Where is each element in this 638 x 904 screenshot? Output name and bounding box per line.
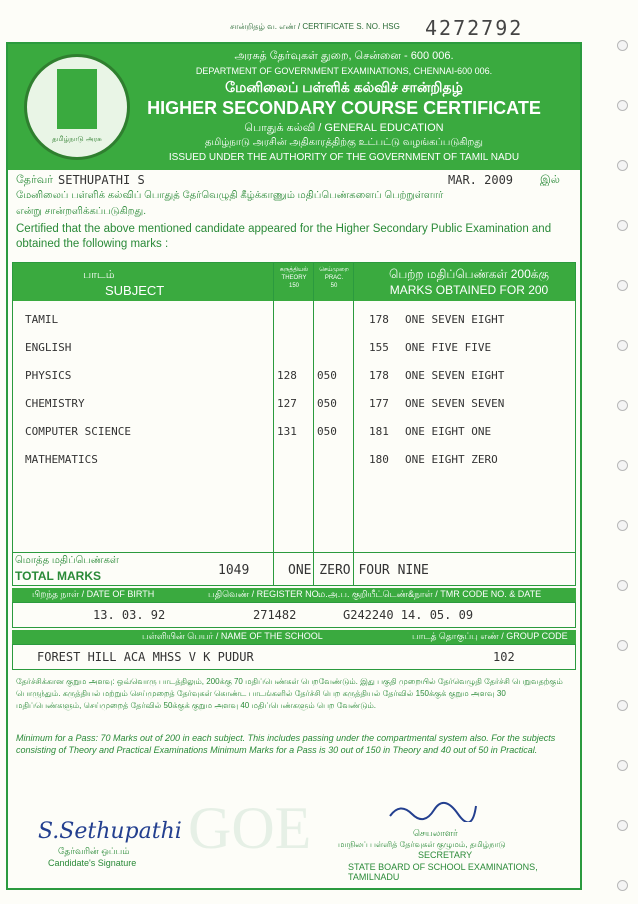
secretary-signature-mark [388,800,478,822]
subject-marks: 178 [369,369,389,382]
subject-name: TAMIL [25,313,59,326]
details-header [12,588,576,602]
general-education: பொதுக் கல்வி / GENERAL EDUCATION [244,122,444,134]
authority-tamil: தமிழ்நாடு அரசின் அதிகாரத்திற்கு உட்பட்டு வழங்கப்படுகிறது [205,137,483,148]
rules-tamil: தேர்ச்சிக்கான குறும அளவு: ஒவ்வொரு பாடத்திலும், 200க்கு 70 மதிப்பெண்கள் பெறவேண்டும். இது பகுதி முறையில் தேர்வெழுதி தேர்ச்சி பெறுவதற்கும் பொருந்தும். கருத்தியல் மற்றும் செய்முறைத் தேர்வுகள் கொண்ட பாடங்களில் தேர்ச்சி பெற கருத்தியல் தேர்வில் 150க்குக் குறும அளவு 30 மதிப்பெண்களும், செய்முறைத் தேர்வில் 50க்குக் குறும அளவு 40 மதிப்பெண்களும் பெற வேண்டும். [16,677,563,710]
secretary-board-tamil: மாநிலப் பள்ளித் தேர்வுகள் குழுமம், தமிழ்நாடு [338,840,506,849]
tamil-certify-line2: என்று சான்றளிக்கப்படுகிறது. [16,206,147,217]
watermark: GOE [188,795,312,861]
marks-header: MARKS OBTAINED FOR 200 [389,283,549,297]
school-values [12,644,576,670]
title-tamil: மேனிலைப் பள்ளிக் கல்விச் சான்றிதழ் [225,79,463,95]
prac-mark: 050 [317,369,337,382]
subject-marks-words: ONE SEVEN EIGHT [405,313,505,326]
subject-marks-words: ONE EIGHT ONE [405,425,492,438]
authority-english: ISSUED UNDER THE AUTHORITY OF THE GOVERNMENT OF TAMIL NADU [168,152,520,163]
theory-mark: 128 [277,369,297,382]
prac-mark: 050 [317,425,337,438]
marks-table [12,262,576,586]
secretary-tamil: செயலாளர் [413,828,458,838]
total-row [12,552,576,586]
theory-mark: 131 [277,425,297,438]
marks-header-tamil: பெற்ற மதிப்பெண்கள் 200க்கு [388,267,550,281]
candidate-name: SETHUPATHI S [58,173,145,187]
tamil-certify-line: மேனிலைப் பள்ளிக் கல்விப் பொதுத் தேர்வெழுதி கீழ்க்காணும் மதிப்பெண்களைப் பெற்றுள்ளார் [16,190,444,201]
prac-header: செய்முறை PRAC. 50 [319,267,349,289]
certificate-header [8,44,580,170]
subject-marks: 155 [369,341,389,354]
candidate-signature: S.Sethupathi [38,819,182,844]
subject-marks-words: ONE EIGHT ZERO [405,453,498,466]
sub-tamil: பொதுக் கல்வி [244,122,316,134]
total-value: 1049 [218,563,250,578]
dept-english: DEPARTMENT OF GOVERNMENT EXAMINATIONS, CHENNAI-600 006. [195,66,493,76]
certificate-number-label: சான்றிதழ் வ. எண் / CERTIFICATE S. NO. HSG [230,22,400,31]
title-english: HIGHER SECONDARY COURSE CERTIFICATE [147,98,541,118]
candidate-label: தேர்வர் [16,174,53,186]
subject-marks-words: ONE SEVEN EIGHT [405,369,505,382]
register-number: 271482 [253,608,297,622]
tmr-label: ம.அ.ப. குறியீட்டெண்&நாள் / TMR CODE NO. & DATE [318,589,542,599]
candidate-sig-label: Candidate's Signature [48,858,137,868]
secretary-label: SECRETARY [418,850,473,860]
subject-name: ENGLISH [25,341,72,354]
reg-label: பதிவெண் / REGISTER NO. [208,589,322,599]
certified-text: Certified that the above mentioned candidate appeared for the Higher Secondary Public Examination and obtained the following marks : [16,223,552,250]
group-code: 102 [493,650,515,664]
tmr-value: G242240 14. 05. 09 [343,608,474,622]
school-label: பள்ளியின் பெயர் / NAME OF THE SCHOOL [142,631,323,641]
exam-month: MAR. 2009 [448,173,514,187]
theory-mark: 127 [277,397,297,410]
prac-mark: 050 [317,397,337,410]
board-label: STATE BOARD OF SCHOOL EXAMINATIONS, TAMILNADU [348,862,538,882]
subject-marks: 178 [369,313,389,326]
dept-tamil: அரசுத் தேர்வுகள் துறை, சென்னை - 600 006. [234,50,454,62]
subject-marks: 181 [369,425,389,438]
school-name: FOREST HILL ACA MHSS V K PUDUR [37,650,254,664]
dob-label: பிறந்த நாள் / DATE OF BIRTH [32,589,155,599]
theory-header: கருத்தியல் THEORY 150 [279,267,309,289]
subject-marks-words: ONE SEVEN SEVEN [405,397,505,410]
group-label: பாடத் தொகுப்பு எண் / GROUP CODE [412,631,568,641]
subject-name: PHYSICS [25,369,72,382]
subject-name: COMPUTER SCIENCE [25,425,131,438]
subject-header: SUBJECT [105,283,165,298]
sub-english: GENERAL EDUCATION [324,122,444,134]
total-label-tamil: மொத்த மதிப்பெண்கள் [15,555,119,566]
subject-marks-words: ONE FIVE FIVE [405,341,492,354]
emblem-text: தமிழ்நாடு அரசு [52,135,102,143]
certificate-frame [6,42,582,890]
subject-header-tamil: பாடம் [83,269,115,281]
certificate-serial-number: 4272792 [425,16,524,40]
school-header [12,630,576,644]
details-values [12,602,576,628]
subject-name: CHEMISTRY [25,397,85,410]
subject-marks: 180 [369,453,389,466]
subject-marks: 177 [369,397,389,410]
dob-value: 13. 03. 92 [93,608,166,622]
subject-name: MATHEMATICS [25,453,98,466]
in-label: இல் [540,174,560,186]
total-label: TOTAL MARKS [15,569,101,583]
rules-english: Minimum for a Pass: 70 Marks out of 200 in each subject. This includes passing under the compartmental system also. For the subjects consisting of Theory and Practical Examinations Minimum Marks for a Pass is 30 out of 150 in Theory and 40 out of 50 in Practical. [16,733,556,755]
total-words: ONE ZERO FOUR NINE [288,563,429,578]
candidate-sig-label-tamil: தேர்வரின் ஒப்பம் [58,846,130,856]
